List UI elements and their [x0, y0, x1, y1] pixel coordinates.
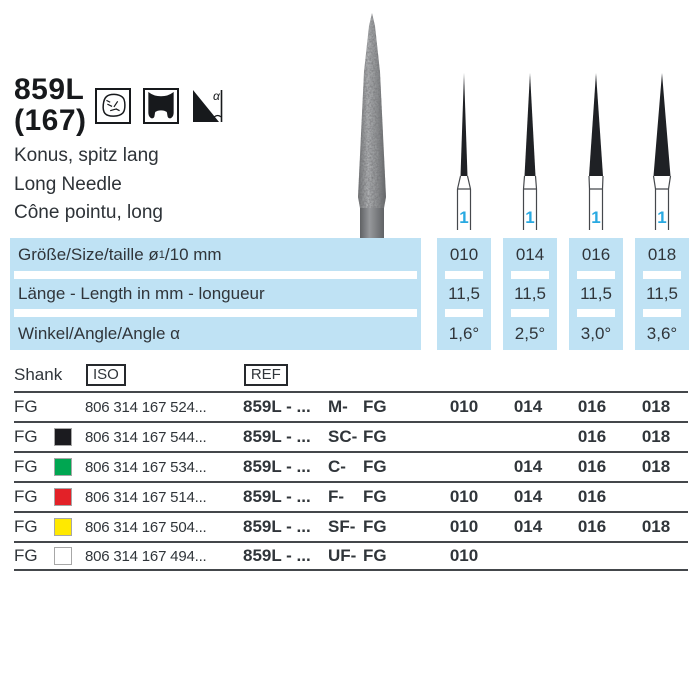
product-code-title	[14, 74, 87, 136]
name-french: Cône pointu, long	[14, 202, 163, 223]
grit-swatch	[54, 488, 72, 506]
ref-table-header	[14, 363, 288, 387]
grit-swatch	[54, 458, 72, 476]
grit-swatch	[54, 547, 72, 565]
table-row: FG 806 314 167 504... 859L - ... SF- FG 010 014 016 018	[14, 511, 688, 541]
crown-icon	[143, 88, 179, 124]
occlusal-surface-icon	[95, 88, 131, 124]
grit-swatch	[54, 428, 72, 446]
bur-schematic-014	[503, 72, 557, 230]
name-german: Konus, spitz lang	[14, 145, 159, 166]
bur-schematic-018	[635, 72, 689, 230]
head-count-label: 1	[657, 208, 667, 227]
spec-row-size-label: Größe/Size/taille ø 1 /10 mm	[18, 244, 222, 264]
spec-column-018: 018 11,5 3,6°	[635, 238, 689, 350]
table-row: FG 806 314 167 514... 859L - ... F- FG 010 014 016	[14, 481, 688, 511]
head-count-label: 1	[591, 208, 601, 227]
alpha-letter: α	[213, 89, 220, 103]
table-row: FG 806 314 167 544... 859L - ... SC- FG 016 018	[14, 421, 688, 451]
name-english: Long Needle	[14, 173, 122, 195]
bur-schematic-016	[569, 72, 623, 230]
spec-column-010: 010 11,5 1,6°	[437, 238, 491, 350]
grit-swatch	[54, 518, 72, 536]
row-divider	[14, 271, 417, 279]
angle-alpha-icon	[191, 88, 227, 124]
ref-header-label: REF	[244, 364, 288, 386]
iso-header: ISO	[86, 364, 126, 386]
spec-column-014: 014 11,5 2,5°	[503, 238, 557, 350]
table-row: FG 806 314 167 494... 859L - ... UF- FG 010	[14, 541, 688, 571]
product-code-alt: (167)	[14, 104, 87, 137]
row-divider	[14, 309, 417, 317]
bur-photo	[350, 12, 394, 238]
indication-icons	[95, 88, 227, 124]
head-count-label: 1	[459, 208, 469, 227]
spec-column-016: 016 11,5 3,0°	[569, 238, 623, 350]
table-row: FG 806 314 167 534... 859L - ... C- FG 014 016 018	[14, 451, 688, 481]
product-code: 859L	[14, 73, 85, 106]
bur-schematic-010	[437, 72, 491, 230]
table-row: FG 806 314 167 524... 859L - ... M- FG 010 014 016 018	[14, 391, 688, 421]
head-count-label: 1	[525, 208, 535, 227]
spec-row-angle-label: Winkel/Angle/Angle α	[18, 323, 180, 343]
product-names	[14, 142, 163, 228]
shank-header: Shank	[14, 365, 63, 384]
spec-table-labels	[10, 238, 421, 350]
ref-table	[14, 391, 688, 571]
spec-row-length-label: Länge - Length in mm - longueur	[18, 284, 265, 303]
